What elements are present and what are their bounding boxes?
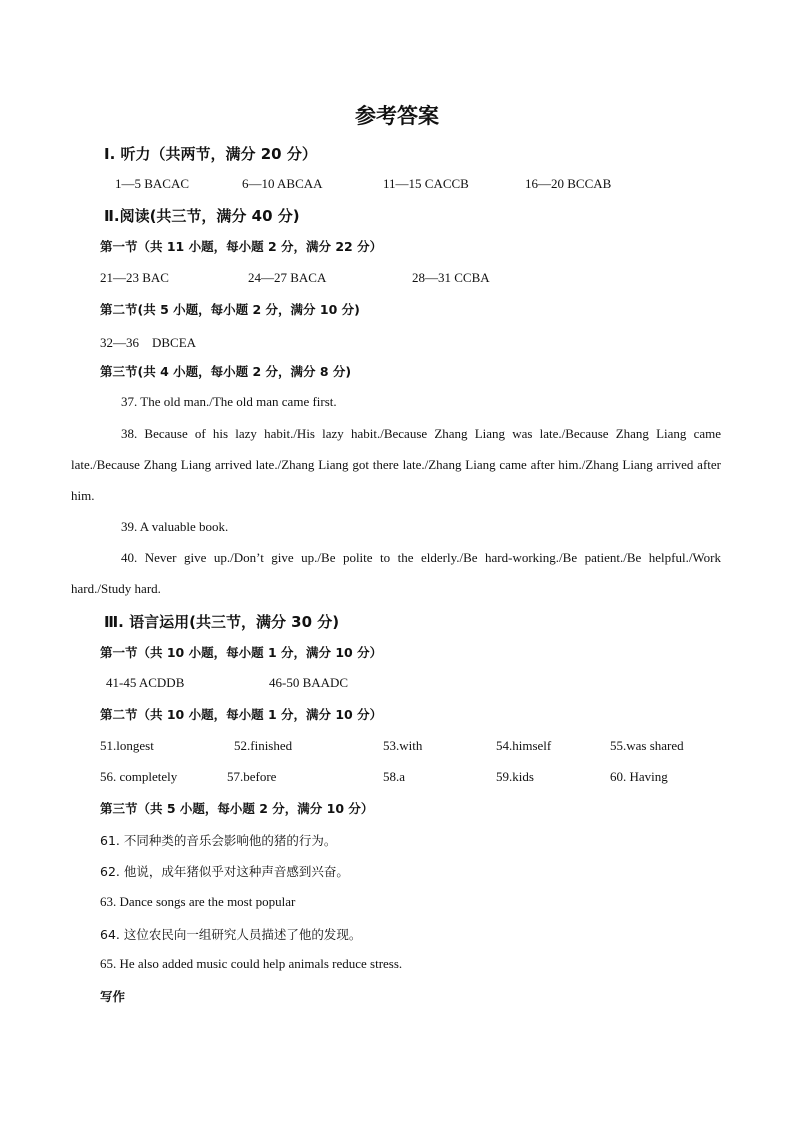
answer-52: 52.finished [234,738,293,753]
reading-part1-heading: 第一节（共 11 小题，每小题 2 分，满分 22 分） [100,239,383,254]
answer-54: 54.himself [496,738,552,753]
listening-heading: Ⅰ. 听力（共两节，满分 20 分） [104,145,317,163]
answer-39: 39. A valuable book. [121,519,229,534]
answer-37: 37. The old man./The old man came first. [121,394,337,409]
language-heading: Ⅲ. 语言运用(共三节，满分 30 分) [104,613,340,631]
answer-58: 58.a [383,769,406,784]
listening-answer-2: 6—10 ABCAA [242,176,323,191]
language-part1-heading: 第一节（共 10 小题，每小题 1 分，满分 10 分） [100,645,383,660]
language-part1-answer-1: 41-45 ACDDB [106,675,185,690]
answer-60: 60. Having [610,769,668,784]
reading-part2-heading: 第二节(共 5 小题，每小题 2 分，满分 10 分) [100,302,360,317]
answer-63: 63. Dance songs are the most popular [100,894,296,909]
language-part1-answer-2: 46-50 BAADC [269,675,349,690]
answer-51: 51.longest [100,738,154,753]
listening-answer-4: 16—20 BCCAB [525,176,612,191]
answer-53: 53.with [383,738,423,753]
page-title: 参考答案 [355,104,439,128]
listening-answer-3: 11—15 CACCB [383,176,469,191]
answer-62: 62. 他说，成年猪似乎对这种声音感到兴奋。 [100,864,349,879]
answer-57: 57.before [227,769,277,784]
language-part3-heading: 第三节（共 5 小题，每小题 2 分，满分 10 分） [100,801,374,816]
listening-answer-1: 1—5 BACAC [115,176,190,191]
answer-55: 55.was shared [610,738,684,753]
reading-part3-heading: 第三节(共 4 小题，每小题 2 分，满分 8 分) [100,364,352,379]
reading-heading: Ⅱ.阅读(共三节，满分 40 分) [104,207,300,225]
language-part2-heading: 第二节（共 10 小题，每小题 1 分，满分 10 分） [100,707,383,722]
reading-part1-answer-1: 21—23 BAC [100,270,169,285]
reading-part1-answer-2: 24—27 BACA [248,270,327,285]
answer-65: 65. He also added music could help animals reduce stress. [100,956,403,971]
answer-38: 38. Because of his lazy habit./His lazy habit./Because Zhang Liang was late./Because Zhang Liang came late./Because Zhang Liang arrived late./Zhang Liang got there late./Zhang Liang came after him./Zhang Liang arrived after him. [71,426,721,503]
reading-part2-answer: 32—36 DBCEA [100,335,197,350]
reading-part1-answer-3: 28—31 CCBA [412,270,490,285]
answer-56: 56. completely [100,769,178,784]
answer-59: 59.kids [496,769,534,784]
answer-61: 61. 不同种类的音乐会影响他的猪的行为。 [100,833,337,848]
writing-heading: 写作 [100,989,126,1004]
answer-64: 64. 这位农民向一组研究人员描述了他的发现。 [100,927,362,942]
answer-40: 40. Never give up./Don’t give up./Be polite to the elderly./Be hard-working./Be patient./Be helpful./Work hard./Study hard. [71,550,721,596]
